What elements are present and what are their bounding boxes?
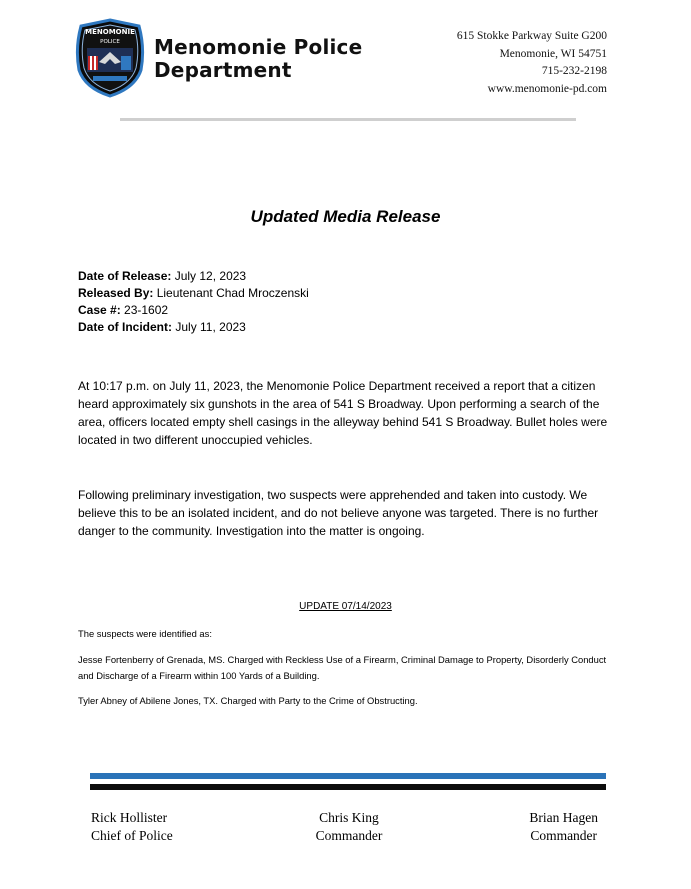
address-street: 615 Stokke Parkway Suite G200 <box>456 30 607 42</box>
body-paragraph: Following preliminary investigation, two suspects were apprehended and taken into custody. We believe this to be an isolated incident, and do not believe anyone was targeted. There is no further danger to the community. Investigation into the matter is ongoing. <box>78 488 599 538</box>
signatory-name: Chris King <box>319 810 379 825</box>
signatory-name: Brian Hagen <box>529 810 598 825</box>
footer-black-bar <box>90 784 606 790</box>
meta-row-case-number <box>78 302 309 319</box>
department-name <box>154 36 362 82</box>
meta-value: July 11, 2023 <box>172 320 246 334</box>
meta-label: Date of Release: <box>78 269 172 283</box>
address-phone: 715-232-2198 <box>541 65 607 77</box>
meta-label: Case #: <box>78 303 121 317</box>
meta-value: Lieutenant Chad Mroczenski <box>153 286 309 300</box>
meta-label: Released By: <box>78 286 154 300</box>
meta-value: July 12, 2023 <box>171 269 247 283</box>
address-website[interactable]: www.menomonie-pd.com <box>487 82 607 95</box>
body-paragraph: At 10:17 p.m. on July 11, 2023, the Menomonie Police Department received a report that a citizen heard approximately six gunshots in the area of 541 S Broadway. Upon performing a search of the area, officers located empty shell casings in the alleyway behind 541 S Broadway. Bullet holes were located in two different unoccupied vehicles. <box>78 379 608 447</box>
release-title: Updated Media Release <box>250 207 441 226</box>
meta-label: Date of Incident: <box>78 320 173 334</box>
suspect-entry: Jesse Fortenberry of Grenada, MS. Charged with Reckless Use of a Firearm, Criminal Damage to Property, Disorderly Conduct and Discharge of a Firearm within 100 Yards of a Building. <box>78 654 607 681</box>
signatory-commander-hagen <box>529 809 598 845</box>
address-city: Menomonie, WI 54751 <box>499 47 607 60</box>
signatory-title: Commander <box>530 828 598 843</box>
department-address <box>457 28 607 98</box>
department-name-line2: Department <box>154 58 292 82</box>
release-meta <box>78 268 309 336</box>
update-heading: UPDATE 07/14/2023 <box>299 601 392 612</box>
meta-value: 23-1602 <box>120 303 169 317</box>
department-name-line1: Menomonie Police <box>154 35 363 59</box>
signatory-title: Commander <box>315 828 383 843</box>
meta-row-released-by <box>78 285 309 302</box>
meta-row-incident-date <box>78 319 309 336</box>
police-badge-logo <box>73 18 147 98</box>
meta-row-release-date <box>78 268 309 285</box>
suspects-intro: The suspects were identified as: <box>78 628 212 639</box>
signatory-name: Rick Hollister <box>91 810 168 825</box>
badge-top-text: MENOMONIE <box>85 28 135 36</box>
badge-middle-text: POLICE <box>100 39 120 45</box>
header-divider <box>120 118 576 121</box>
signatory-chief <box>91 809 173 845</box>
signatory-title: Chief of Police <box>91 828 173 843</box>
signatory-commander-king <box>311 809 387 845</box>
suspect-entry: Tyler Abney of Abilene Jones, TX. Charged with Party to the Crime of Obstructing. <box>78 695 418 706</box>
